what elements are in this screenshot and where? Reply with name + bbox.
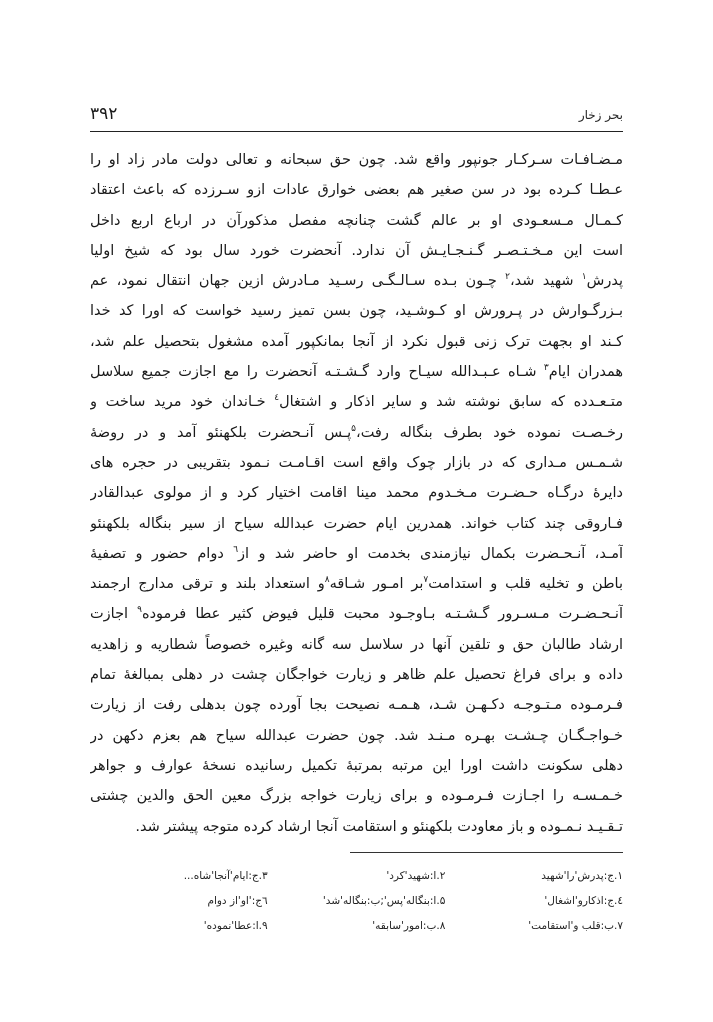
text-line <box>90 236 623 266</box>
text-line <box>90 448 623 478</box>
text-segment: دوام حضور و تصفیۀ <box>90 545 234 562</box>
text-line <box>90 812 623 842</box>
text-segment: کـمـال مـسعـودی او بر عالم گشت چنانچه مفصل مذکورآن در ارباع اربع داخل <box>90 212 623 229</box>
running-title: بحر زخار <box>578 108 623 122</box>
text-segment: شهید شد، <box>510 273 582 290</box>
text-segment: پـس آنـحضرت بلکهنئو آمد و در روضۀ <box>90 424 352 441</box>
footnote-entry: ۵.ا:بنگاله'پس';ب:بنگاله'شد' <box>322 895 446 907</box>
footnote-marker: ۲ <box>505 272 510 283</box>
text-segment: تـقـیـد نـمـوده و باز معاودت بلکهنئو و استقامت آنجا ارشاد کرده متوجه پیشتر شد. <box>135 818 623 835</box>
text-line <box>90 296 623 326</box>
footnotes <box>90 864 623 939</box>
footnote-entry: ۹.ا:عطا'نموده' <box>203 920 268 932</box>
text-segment: دهلی سکونت داشت اورا این مرتبه بمرتبۀ تکمیل رسانیده نسخۀ عوارف و جواهر <box>90 757 623 774</box>
text-line <box>90 721 623 751</box>
text-line <box>90 690 623 720</box>
footnote-marker: ۱ <box>581 272 587 283</box>
text-line <box>90 387 623 417</box>
text-line <box>90 751 623 781</box>
text-segment: خـاندان خود مرید ساخت و <box>90 394 275 411</box>
text-segment: باطن و تخلیه قلب و استدامت <box>428 576 623 593</box>
text-line <box>90 206 623 236</box>
footnote-marker: ٤ <box>274 393 280 404</box>
text-line <box>90 630 623 660</box>
footnote-marker: ٦ <box>233 545 239 556</box>
text-segment: فـرمـوده مـتـوجـه دکـهـن شـد، هـمـه نصیحت بجا آورده چون بدهلی رفت از زیارت <box>90 697 623 714</box>
text-line <box>90 509 623 539</box>
footnote-entry: ۲.ا:شهید'کرد' <box>386 870 446 882</box>
text-segment: رخـصـت نموده خود بطرف بنگاله رفت، <box>356 424 623 441</box>
footnote-row <box>90 889 623 914</box>
footnote-divider <box>350 852 623 853</box>
text-segment: اجازت <box>90 606 138 623</box>
text-segment: آمـد، آنـحـضرت بکمال نیازمندی بخدمت او حاضر شد و از <box>238 545 623 562</box>
text-segment: بـزرگـوارش در پـرورش او کـوشـید، چون بسن تمیز رسید خواست که اورا کد خدا <box>90 303 623 320</box>
text-segment: چـون بـده سـالـگـی رسـید مـادرش ازین جهان انتقال نمود، عم <box>90 273 506 290</box>
text-segment: ارشاد طالبان حق و تلقین آنها در سلاسل سه گانه وغیره خصوصاً شطاریه و زاهدیه <box>90 636 623 653</box>
text-segment: دایرۀ درگـاه حـضـرت مـخـدوم محمد مینا اقامت اختیار کرد و از مولوی عبدالقادر <box>90 485 623 502</box>
text-line <box>90 539 623 569</box>
text-line <box>90 357 623 387</box>
footnote-marker: ۷ <box>423 575 429 586</box>
text-line <box>90 660 623 690</box>
text-segment: بر امـور شـاقه <box>329 576 424 593</box>
footnote-entry: ۱.ج:پدرش'را'شهید <box>541 870 623 882</box>
text-segment: عـطـا کـرده بود در سن صغیر هم بعضی خوارق عادات ازو سـرزده که باعث اعتقاد <box>90 182 623 199</box>
footnote-entry: ٦ج:'او'از دوام <box>207 895 268 907</box>
footnote-row <box>90 864 623 889</box>
footnote-entry: ۷.ب:قلب و'استقامت' <box>528 920 623 932</box>
footnote-marker: ۸ <box>324 575 330 586</box>
header-divider <box>90 131 623 132</box>
text-segment: آنـحـضـرت مـسـرور گـشـتـه بـاوجـود محبت قلیل فیوض کثیر عطا فرموده <box>142 606 623 623</box>
text-segment: و استعداد بلند و ترقی مدارج ارجمند <box>90 576 325 593</box>
footnote-marker: ۵ <box>351 423 357 434</box>
text-segment: خـمـسـه را اجـازت فـرمـوده و برای زیارت خواجه بزرگ معین الحق والدین چشتی <box>90 788 623 805</box>
text-segment: فـاروقی چند کتاب خواند. همدرین ایام حضرت عبدالله سیاح از سیر بنگاله بلکهنئو <box>90 515 623 532</box>
text-segment: شـاه عـبـدالله سیـاح وارد گـشـتـه آنحضرت را مع اجازت جمیع سلاسل <box>90 364 544 381</box>
text-line <box>90 418 623 448</box>
text-segment: متـعـدده که سابق نوشته شد و سایر اذکار و اشتغال <box>279 394 623 411</box>
text-line <box>90 145 623 175</box>
text-line <box>90 781 623 811</box>
footnote-row <box>90 914 623 939</box>
text-segment: پدرش <box>586 273 623 290</box>
text-line <box>90 175 623 205</box>
footnote-marker: ۹ <box>137 605 142 616</box>
main-text <box>90 145 623 842</box>
text-line <box>90 478 623 508</box>
text-segment: خـواجـگـان چـشـت بهـره مـنـد شد. چون حضرت عبدالله سیاح هم بعزم دکهن در <box>90 727 623 744</box>
text-segment: شـمـس مـداری که در بازار چوک واقع است اقـامـت نـمود بتقریبی در حجره های <box>90 454 623 471</box>
page-number: ۳۹۲ <box>90 104 118 124</box>
footnote-entry: ۳.ج:ایام'آنجا'شاه... <box>183 870 268 882</box>
text-segment: است این مـخـتـصـر گـنـجـایـش آن ندارد. آنحضرت خورد سال بود که شیخ اولیا <box>90 242 623 259</box>
text-segment: کـند او بجهت ترک زنی قبول نکرد از آنجا بمانکپور آمده مشغول بتحصیل علم شد، <box>90 333 623 350</box>
text-segment: مـضـافـات سـرکـار جونپور واقع شد. چون حق سبحانه و تعالی دولت مادر زاد او را <box>90 152 623 168</box>
text-line <box>90 599 623 629</box>
footnote-entry: ۸.ب:امور'سابقه' <box>372 920 446 932</box>
text-segment: همدران ایام <box>548 364 623 381</box>
footnote-marker: ۳ <box>543 363 549 374</box>
text-line <box>90 327 623 357</box>
text-segment: داده و برای فراغ تحصیل علم ظاهر و زیارت خواجگان چشت در دهلی بمبالغۀ تمام <box>90 667 623 684</box>
text-line <box>90 569 623 599</box>
text-line <box>90 266 623 296</box>
footnote-entry: ٤.ج:اذکارو'اشغال' <box>544 895 623 907</box>
